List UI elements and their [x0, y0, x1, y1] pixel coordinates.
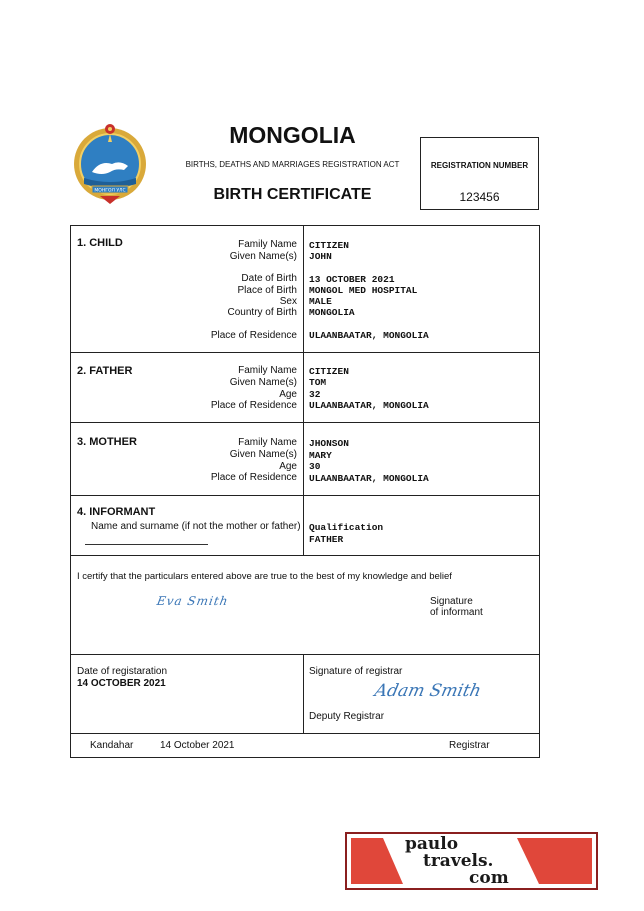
mother-label: Age — [279, 461, 297, 472]
mother-value: JHONSON — [309, 438, 349, 449]
section-father-title: 2. FATHER — [77, 365, 133, 377]
father-label: Place of Residence — [210, 400, 297, 411]
informant-name-line — [85, 544, 208, 545]
divider-child-father — [70, 352, 540, 353]
father-value: ULAANBAATAR, MONGOLIA — [309, 400, 429, 411]
divider-mother-informant — [70, 495, 540, 496]
section-child-title: 1. CHILD — [77, 237, 123, 249]
state-emblem — [70, 120, 150, 205]
mother-label: Place of Residence — [210, 472, 297, 483]
child-label: Date of Birth — [241, 273, 297, 284]
child-value: JOHN — [309, 251, 332, 262]
signature-label-informant: of informant — [430, 607, 483, 618]
divider-father-mother — [70, 422, 540, 423]
logo-text-line1: paulo — [405, 834, 459, 854]
child-label: Place of Birth — [237, 285, 297, 296]
child-value: MALE — [309, 296, 332, 307]
child-value: MONGOL MED HOSPITAL — [309, 285, 418, 296]
registration-date-label: Date of registaration — [77, 666, 168, 677]
father-value: CITIZEN — [309, 366, 349, 377]
footer-place: Kandahar — [90, 740, 134, 751]
registrar-signature-label: Signature of registrar — [309, 666, 403, 677]
father-label: Given Name(s) — [229, 377, 297, 388]
father-value: TOM — [309, 377, 327, 388]
child-label: Place of Residence — [210, 330, 297, 341]
child-value: ULAANBAATAR, MONGOLIA — [309, 330, 429, 341]
svg-text:МОНГОЛ УЛС: МОНГОЛ УЛС — [94, 188, 126, 194]
registration-act: BIRTHS, DEATHS AND MARRIAGES REGISTRATION ACT — [185, 160, 400, 169]
footer-role: Registrar — [449, 740, 490, 751]
document-title: BIRTH CERTIFICATE — [213, 186, 372, 203]
child-label: Given Name(s) — [229, 251, 297, 262]
mother-value: MARY — [309, 450, 332, 461]
informant-qualification-value: FATHER — [309, 534, 344, 545]
father-label: Age — [279, 389, 297, 400]
footer-date: 14 October 2021 — [160, 740, 235, 751]
child-value: MONGOLIA — [309, 307, 355, 318]
divider-certify-registration — [70, 654, 540, 655]
registration-number-value: 123456 — [459, 190, 500, 204]
child-value: CITIZEN — [309, 240, 349, 251]
mother-label: Family Name — [238, 437, 297, 448]
section-mother-title: 3. MOTHER — [77, 436, 137, 448]
certification-statement: I certify that the particulars entered above are true to the best of my knowledge and belief — [77, 571, 452, 582]
father-value: 32 — [309, 389, 321, 400]
registration-number-box — [420, 137, 539, 210]
father-label: Family Name — [238, 365, 297, 376]
logo-text-line2: travels. — [423, 851, 494, 871]
registration-number-label: REGISTRATION NUMBER — [430, 161, 529, 170]
child-label: Sex — [279, 296, 297, 307]
divider-informant-certify — [70, 555, 540, 556]
informant-signature: Eva Smith — [155, 594, 230, 608]
paulo-travels-logo — [345, 832, 598, 890]
child-label: Country of Birth — [227, 307, 297, 318]
logo-text-line3: com — [469, 868, 509, 888]
signature-label: Signature — [430, 596, 473, 607]
mother-label: Given Name(s) — [229, 449, 297, 460]
country-title: MONGOLIA — [229, 122, 356, 148]
registration-date-value: 14 OCTOBER 2021 — [77, 678, 166, 689]
child-value: 13 OCTOBER 2021 — [309, 274, 395, 285]
informant-name-label: Name and surname (if not the mother or father) — [91, 521, 301, 532]
informant-qualification-label: Qualification — [309, 522, 384, 533]
divider-registration-footer — [70, 733, 540, 734]
deputy-registrar-label: Deputy Registrar — [309, 711, 385, 722]
mother-value: 30 — [309, 461, 321, 472]
registrar-signature: Adam Smith — [372, 681, 483, 701]
child-label: Family Name — [238, 239, 297, 250]
column-divider-upper — [303, 225, 304, 556]
column-divider-lower — [303, 654, 304, 734]
mother-value: ULAANBAATAR, MONGOLIA — [309, 473, 429, 484]
section-informant-title: 4. INFORMANT — [77, 506, 156, 518]
